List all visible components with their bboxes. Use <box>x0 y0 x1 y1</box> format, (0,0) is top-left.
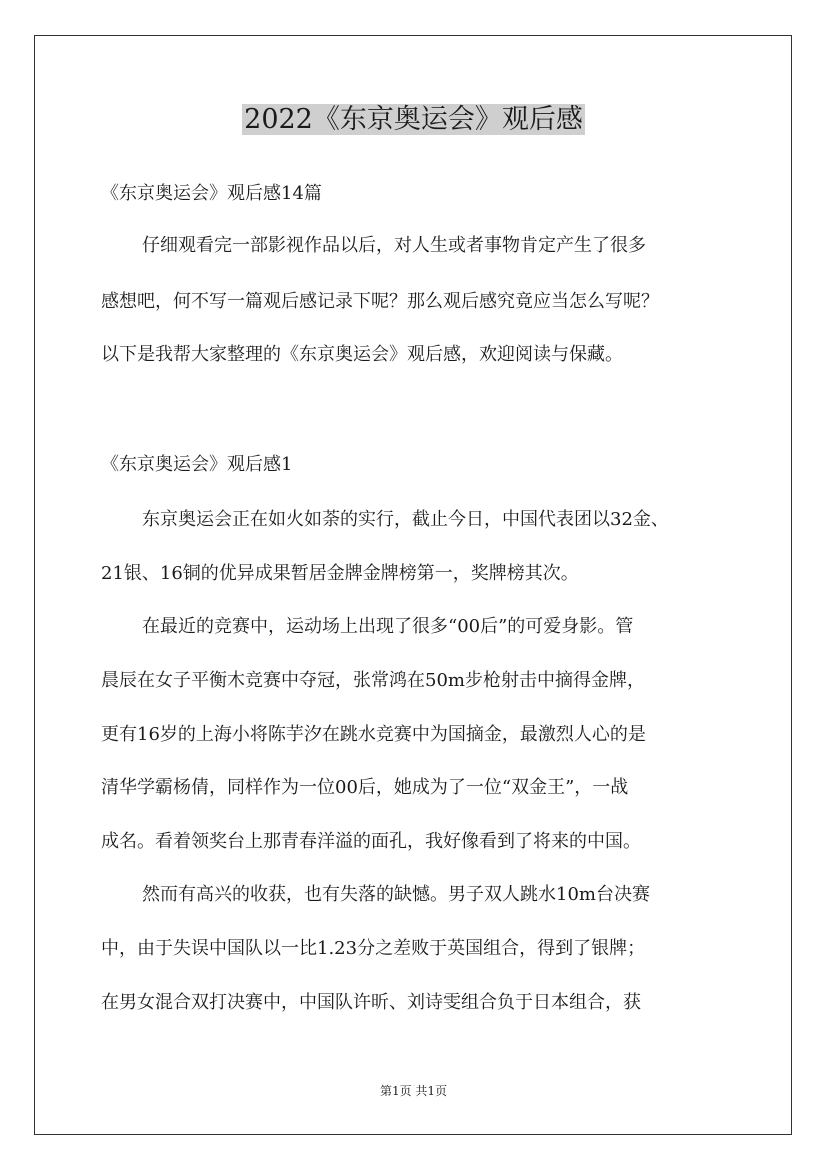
page-number: 第1页 共1页 <box>379 1084 448 1098</box>
body-line: 在男女混合双打决赛中，中国队许昕、刘诗雯组合负于日本组合，获 <box>101 992 641 1013</box>
document-title <box>0 98 827 142</box>
body-line: 成名。看着领奖台上那青春洋溢的面孔，我好像看到了将来的中国。 <box>101 831 641 852</box>
body-line: 清华学霸杨倩，同样作为一位00后，她成为了一位“双金王”，一战 <box>101 777 629 798</box>
intro-line: 感想吧，何不写一篇观后感记录下呢？那么观后感究竟应当怎么写呢？ <box>101 291 659 312</box>
body-line: 晨辰在女子平衡木竞赛中夺冠，张常鸿在50m步枪射击中摘得金牌， <box>101 670 645 691</box>
body-line: 东京奥运会正在如火如荼的实行，截止今日，中国代表团以32金、 <box>142 509 669 530</box>
intro-line: 以下是我帮大家整理的《东京奥运会》观后感，欢迎阅读与保藏。 <box>101 344 623 365</box>
body-line: 21银、16铜的优异成果暂居金牌金牌榜第一，奖牌榜其次。 <box>101 563 579 584</box>
body-line: 在最近的竞赛中，运动场上出现了很多“00后”的可爱身影。管 <box>142 616 634 637</box>
body-line: 然而有高兴的收获，也有失落的缺憾。男子双人跳水10m台决赛 <box>142 884 650 905</box>
page-footer <box>0 1082 827 1099</box>
intro-line: 仔细观看完一部影视作品以后，对人生或者事物肯定产生了很多 <box>142 235 646 256</box>
collection-heading: 《东京奥运会》观后感14篇 <box>101 183 322 204</box>
document-title-text: 2022《东京奥运会》观后感 <box>244 104 583 135</box>
body-line: 更有16岁的上海小将陈芋汐在跳水竞赛中为国摘金，最激烈人心的是 <box>101 724 646 745</box>
section-heading: 《东京奥运会》观后感1 <box>101 454 293 475</box>
body-line: 中，由于失误中国队以一比1.23分之差败于英国组合，得到了银牌； <box>101 938 646 959</box>
